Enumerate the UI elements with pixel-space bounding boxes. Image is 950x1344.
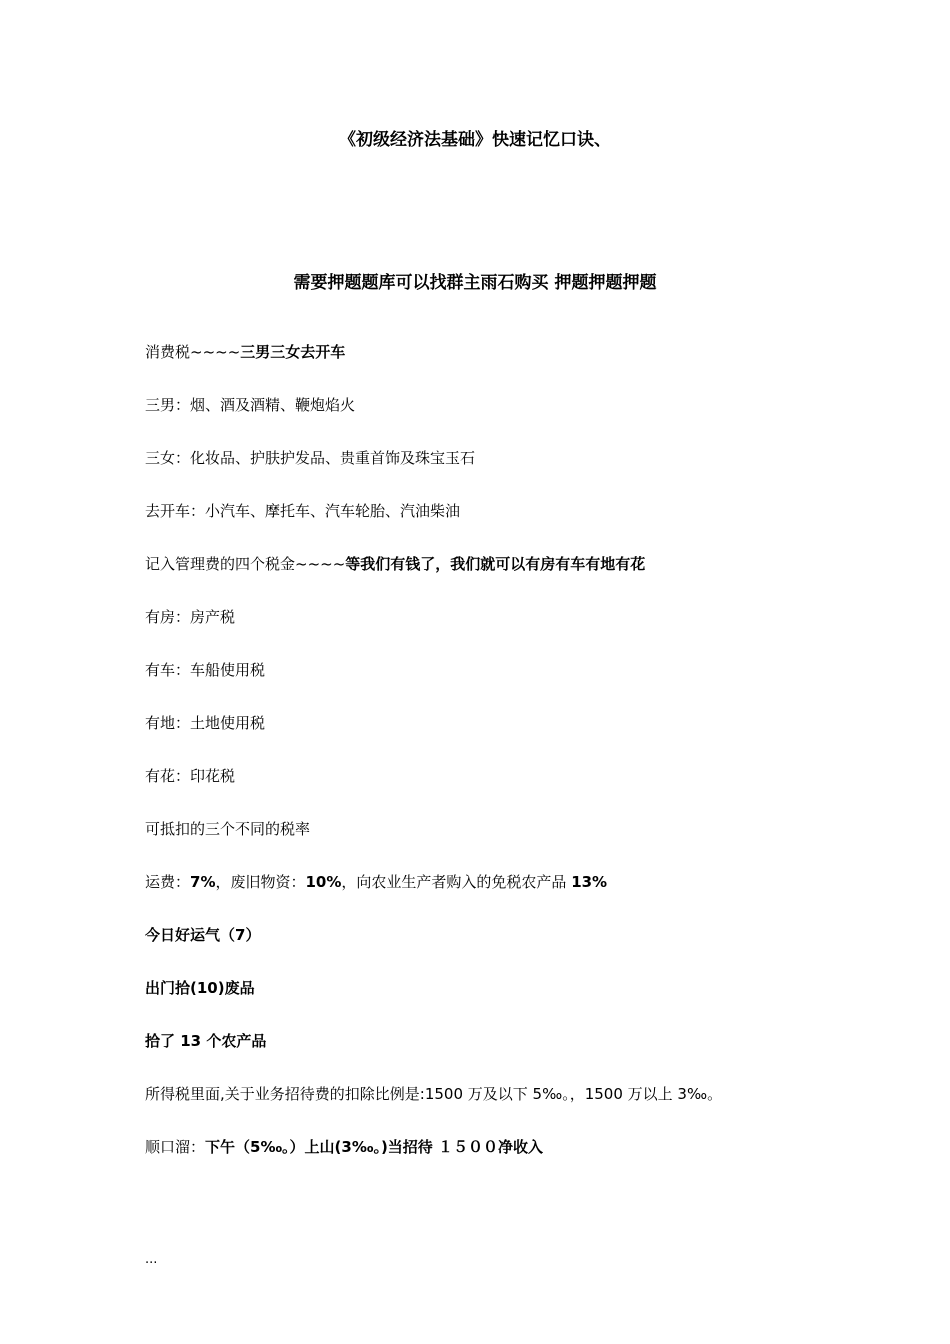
text-line: 有房：房产税 (145, 608, 236, 626)
text-line: 记入管理费的四个税金~~~~等我们有钱了，我们就可以有房有车有地有花 (145, 555, 646, 573)
text-line: 出门拾(10)废品 (145, 979, 255, 997)
text-line: 三女：化妆品、护肤护发品、贵重首饰及珠宝玉石 (145, 449, 476, 467)
page-footer-ellipsis: ... (145, 1252, 158, 1267)
text-line: 运费：7%，废旧物资：10%，向农业生产者购入的免税农产品 13% (145, 873, 608, 891)
document-title: 《初级经济法基础》快速记忆口诀、 (339, 130, 611, 150)
text-line: 去开车：小汽车、摩托车、汽车轮胎、汽油柴油 (145, 502, 461, 520)
text-line: 有车：车船使用税 (145, 661, 266, 679)
text-line: 顺口溜：下午（5‰。）上山(3‰。)当招待 １５００净收入 (145, 1138, 544, 1156)
text-line: 所得税里面,关于业务招待费的扣除比例是:1500 万及以下 5‰。，1500 万以上 3‰。 (145, 1085, 723, 1103)
text-line: 有花：印花税 (145, 767, 236, 785)
text-line: 消费税~~~~三男三女去开车 (145, 343, 346, 361)
text-line: 今日好运气（7） (145, 926, 261, 944)
text-line: 拾了 13 个农产品 (145, 1032, 267, 1050)
text-line: 三男：烟、酒及酒精、鞭炮焰火 (145, 396, 356, 414)
text-line: 可抵扣的三个不同的税率 (145, 820, 311, 838)
text-line: 有地：土地使用税 (145, 714, 266, 732)
document-subtitle: 需要押题题库可以找群主雨石购买 押题押题押题 (293, 273, 657, 293)
